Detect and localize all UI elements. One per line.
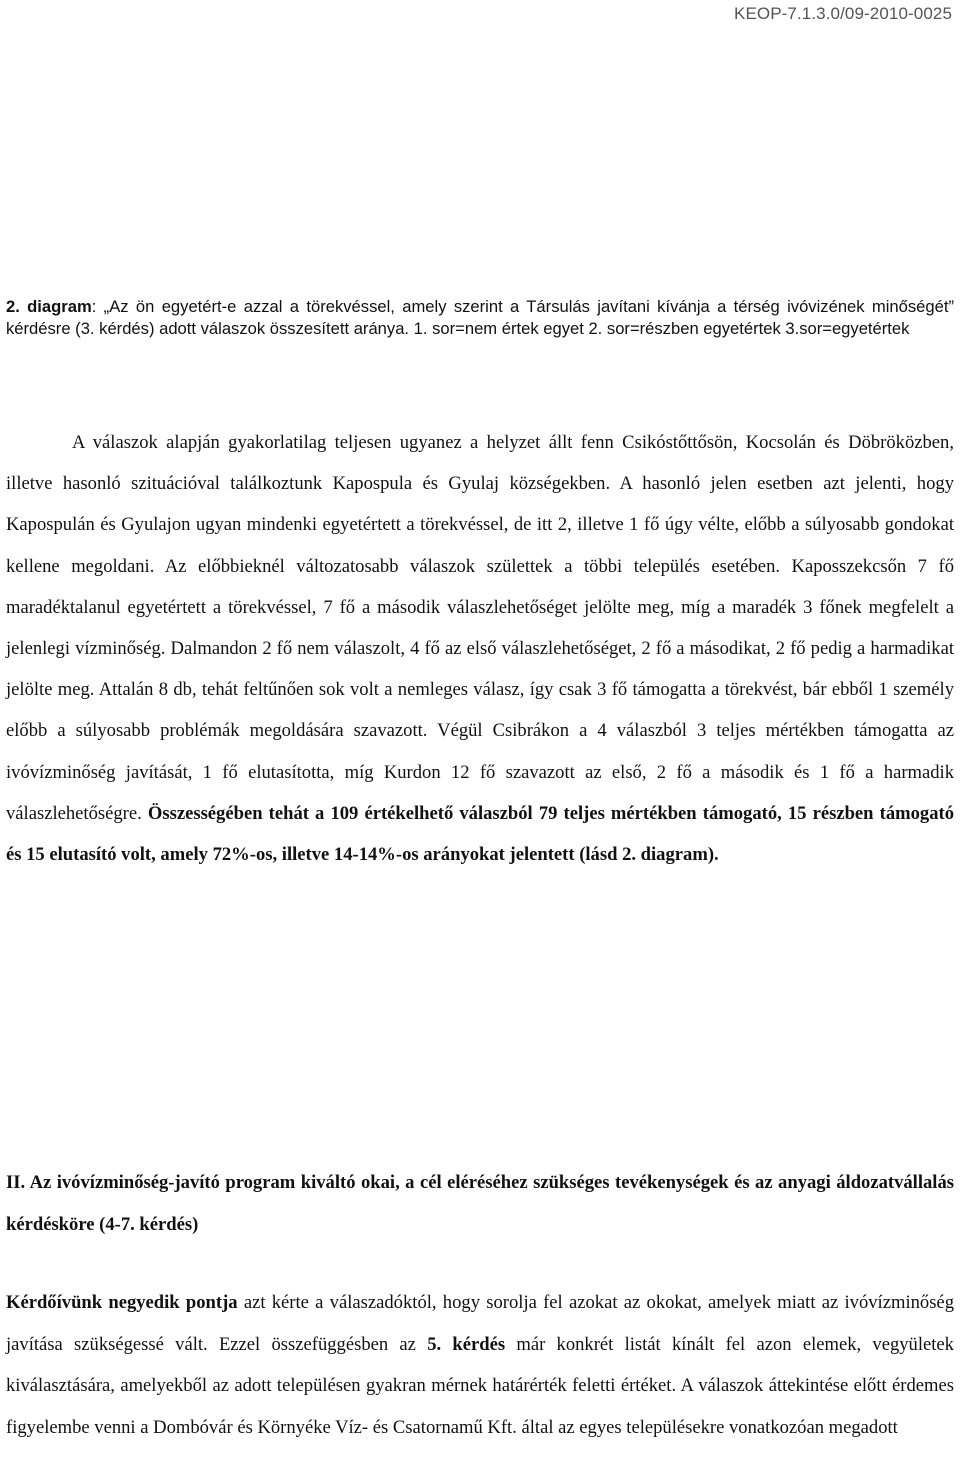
question-intro-lead: Kérdőívünk negyedik pontja	[6, 1292, 238, 1313]
results-paragraph-text: A válaszok alapján gyakorlatilag teljesen ugyanez a helyzet állt fenn Csikóstőttősön, Kocsolán és Döbröközben, illetve hasonló szituációval találkoztunk Kapospula és Gyulaj községekben. A hasonló jelen esetben azt jelenti, hogy Kapospulán és Gyulajon ugyan mindenki egyetértett a törekvéssel, de itt 2, illetve 1 fő úgy vélte, előbb a súlyosabb gondokat kellene megoldani. Az előbbieknél változatosabb válaszok születtek a többi település esetében. Kaposszekcsőn 7 fő maradéktalanul egyetértett a törekvéssel, 7 fő a második válaszlehetőséget jelölte meg, míg a maradék 3 főnek megfelelt a jelenlegi vízminőség. Dalmandon 2 fő nem válaszolt, 4 fő az első válaszlehetőséget, 2 fő a másodikat, 2 fő pedig a harmadikat jelölte meg. Attalán 8 db, tehát feltűnően sok volt a nemleges válasz, így csak 3 fő támogatta a törekvést, bár ebből 1 személy előbb a súlyosabb problémák megoldására szavazott. Végül Csibrákon a 4 válaszból 3 teljes mértékben támogatta az ivóvízminőség javítását, 1 fő elutasította, míg Kurdon 12 fő szavazott az első, 2 fő a második és 1 fő a harmadik válaszlehetőségre.	[6, 432, 954, 824]
question-5-ref: 5. kérdés	[427, 1333, 506, 1355]
diagram-caption-label: 2. diagram	[6, 297, 92, 316]
question-intro-text-1: azt kérte a válaszadóktól, hogy sorolja fel azokat az okokat, amelyek miatt az ivóvízminőség javítása szükségessé vált. Ezzel összefüggésben az	[6, 1292, 954, 1355]
results-summary: Összességében tehát a 109 értékelhető válaszból 79 teljes mértékben támogató, 15 részben támogató és 15 elutasító volt, amely 72%-os, illetve 14-14%-os arányokat jelentett (lásd 2. diagram).	[6, 802, 954, 866]
diagram-caption-text: : „Az ön egyetért-e azzal a törekvéssel, amely szerint a Társulás javítani kívánja a térség ivóvizének minőségét” kérdésre (3. kérdés) adott válaszok összesített aránya. 1. sor=nem értek egyet 2. sor=részben egyetértek 3.sor=egyetértek	[6, 297, 954, 338]
diagram-caption	[6, 296, 954, 340]
document-code-header: KEOP-7.1.3.0/09-2010-0025	[734, 4, 952, 23]
section-heading: II. Az ivóvízminőség-javító program kiváltó okai, a cél eléréséhez szükséges tevékenységek és az anyagi áldozatvállalás kérdésköre (4-7. kérdés)	[6, 1172, 954, 1235]
question-intro-paragraph	[6, 1282, 954, 1448]
question-intro-text-2: már konkrét listát kínált fel azon elemek, vegyületek kiválasztására, amelyekből az adott településen gyakran mérnek határérték feletti értéket. A válaszok áttekintése előtt érdemes figyelembe venni a Dombóvár és Környéke Víz- és Csatornamű Kft. által az egyes településekre vonatkozóan megadott	[6, 1333, 954, 1438]
results-paragraph	[6, 422, 954, 875]
